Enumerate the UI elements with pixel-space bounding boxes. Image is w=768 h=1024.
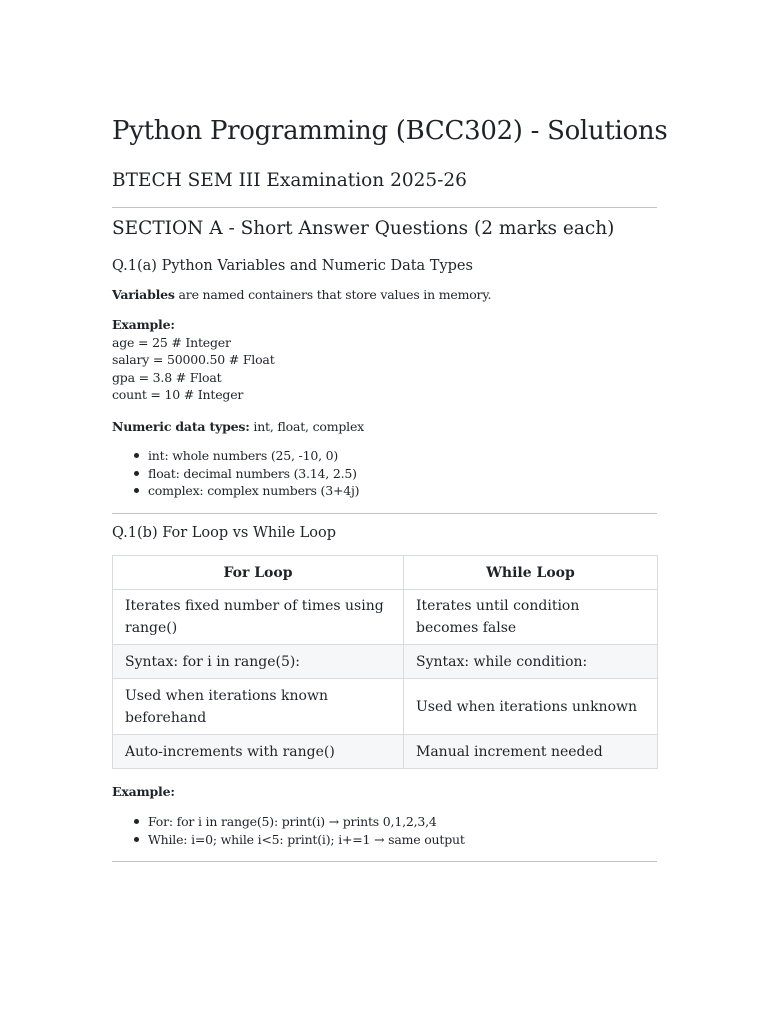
divider xyxy=(112,207,657,208)
code-line: count = 10 # Integer xyxy=(112,387,244,402)
q1a-example-block xyxy=(112,316,275,404)
table-cell: Used when iterations known beforehand xyxy=(113,679,404,735)
table-header-cell: While Loop xyxy=(404,556,658,590)
loop-comparison-table xyxy=(112,555,658,769)
q1b-title: Q.1(b) For Loop vs While Loop xyxy=(112,525,337,541)
q1a-intro-bold: Variables xyxy=(112,287,175,302)
table-header-cell: For Loop xyxy=(113,556,404,590)
list-item: For: for i in range(5): print(i) → prints 0,1,2,3,4 xyxy=(148,813,465,831)
code-line: salary = 50000.50 # Float xyxy=(112,352,275,367)
list-item: float: decimal numbers (3.14, 2.5) xyxy=(148,465,359,483)
table-row xyxy=(113,590,658,645)
q1a-bullet-list xyxy=(112,447,359,500)
document-subtitle: BTECH SEM III Examination 2025-26 xyxy=(112,170,467,191)
table-row xyxy=(113,679,658,735)
document-title: Python Programming (BCC302) - Solutions xyxy=(112,116,668,146)
table-cell: Syntax: while condition: xyxy=(404,645,658,679)
q1b-bullet-list xyxy=(112,813,465,848)
table-cell: Iterates fixed number of times using range() xyxy=(113,590,404,645)
q1a-numeric-text: int, float, complex xyxy=(249,419,365,434)
table-row xyxy=(113,735,658,769)
table-row xyxy=(113,645,658,679)
divider xyxy=(112,861,657,862)
section-a-title: SECTION A - Short Answer Questions (2 marks each) xyxy=(112,218,615,239)
table-cell: Auto-increments with range() xyxy=(113,735,404,769)
q1a-title: Q.1(a) Python Variables and Numeric Data Types xyxy=(112,258,473,274)
q1a-code-block xyxy=(112,334,275,404)
code-line: gpa = 3.8 # Float xyxy=(112,369,222,385)
q1a-intro-text: are named containers that store values in memory. xyxy=(174,287,492,302)
q1b-example-label: Example: xyxy=(112,784,175,799)
q1a-numeric-label: Numeric data types: xyxy=(112,419,250,434)
table-cell: Manual increment needed xyxy=(404,735,658,769)
table-cell: Used when iterations unknown xyxy=(404,679,658,735)
table-cell: Syntax: for i in range(5): xyxy=(113,645,404,679)
list-item: complex: complex numbers (3+4j) xyxy=(148,483,360,498)
table-header-row xyxy=(113,556,658,590)
q1a-intro xyxy=(112,286,491,304)
list-item: While: i=0; while i<5: print(i); i+=1 → same output xyxy=(148,831,465,847)
q1a-example-label: Example: xyxy=(112,317,175,332)
divider xyxy=(112,513,657,514)
code-line: age = 25 # Integer xyxy=(112,334,231,350)
table-cell: Iterates until condition becomes false xyxy=(404,590,658,645)
list-item: int: whole numbers (25, -10, 0) xyxy=(148,447,359,465)
q1a-numeric-types xyxy=(112,418,364,436)
